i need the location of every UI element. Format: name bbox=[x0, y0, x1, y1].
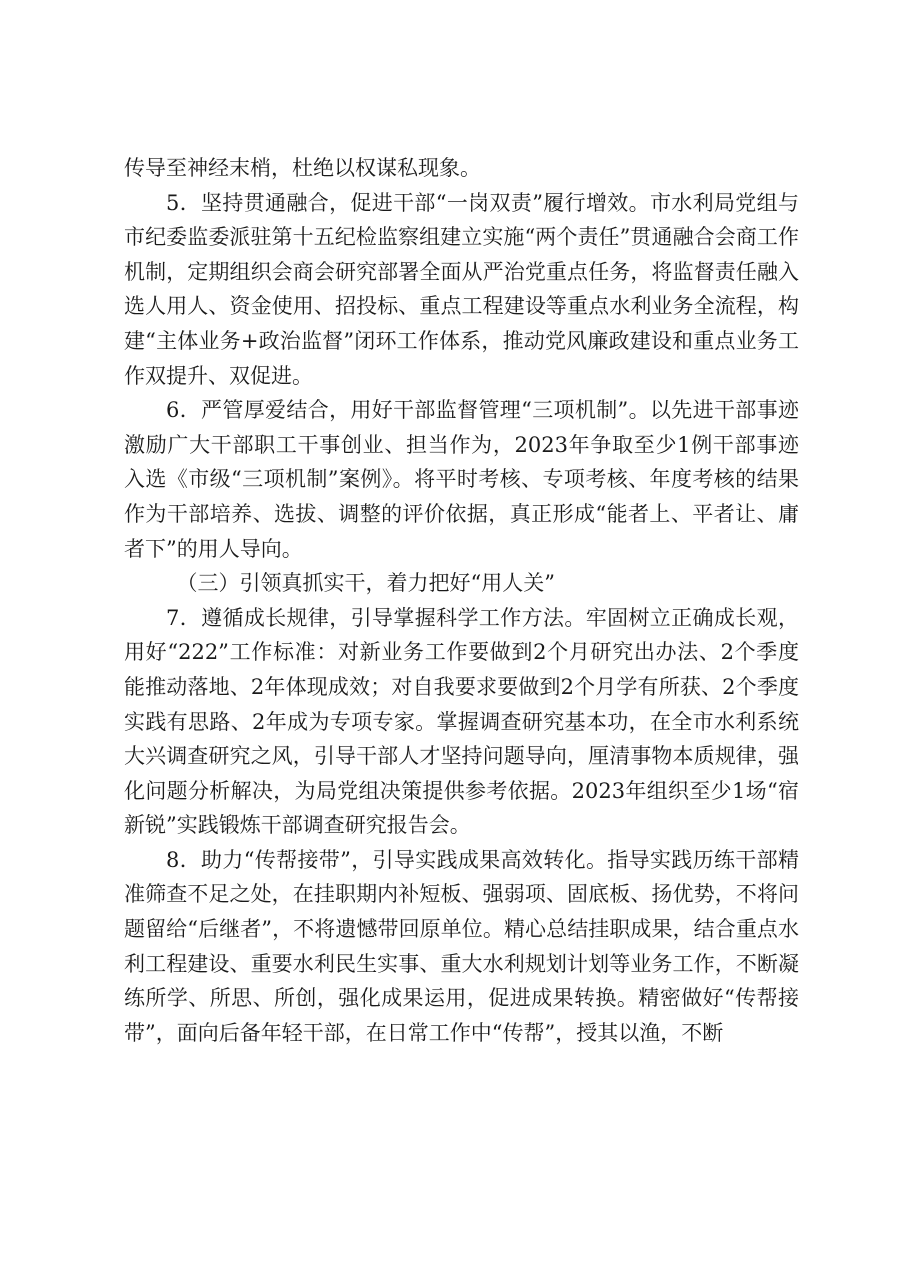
paragraph-continuation: 传导至神经末梢，杜绝以权谋私现象。 bbox=[124, 156, 481, 180]
paragraph-item-5: 5．坚持贯通融合，促进干部“一岗双责”履行增效。市水利局党组与市纪委监委派驻第十五纪检监察组建立实施“两个责任”贯通融合会商工作机制，定期组织会商会研究部署全面从严治党重点任务，将监督责任融入选人用人、资金使用、招投标、重点工程建设等重点水利业务全流程，构建“主体业务+政治监督”闭环工作体系，推动党风廉政建设和重点业务工作双提升、双促进。 bbox=[124, 190, 799, 388]
document-body bbox=[124, 151, 799, 1050]
paragraph-item-8: 8．助力“传帮接带”，引导实践成果高效转化。指导实践历练干部精准筛查不足之处，在挂职期内补短板、强弱项、固底板、扬优势，不将问题留给“后继者”，不将遗憾带回原单位。精心总结挂职成果，结合重点水利工程建设、重要水利民生实事、重大水利规划计划等业务工作，不断凝练所学、所思、所创，强化成果运用，促进成果转换。精密做好“传帮接带”，面向后备年轻干部，在日常工作中“传帮”，授其以渔，不断 bbox=[124, 847, 799, 1045]
paragraph-item-7: 7．遵循成长规律，引导掌握科学工作方法。牢固树立正确成长观，用好“222”工作标准：对新业务工作要做到2个月研究出办法、2个季度能推动落地、2年体现成效；对自我要求要做到2个月学有所获、2个季度实践有思路、2年成为专项专家。掌握调查研究基本功，在全市水利系统大兴调查研究之风，引导干部人才坚持问题导向，厘清事物本质规律，强化问题分析解决，为局党组决策提供参考依据。2023年组织至少1场“宿新锐”实践锻炼干部调查研究报告会。 bbox=[124, 605, 799, 838]
section-heading-3: （三）引领真抓实干，着力把好“用人关” bbox=[176, 571, 555, 596]
paragraph-item-6: 6．严管厚爱结合，用好干部监督管理“三项机制”。以先进干部事迹激励广大干部职工干事创业、担当作为，2023年争取至少1例干部事迹入选《市级“三项机制”案例》。将平时考核、专项考核、年度考核的结果作为干部培养、选拔、调整的评价依据，真正形成“能者上、平者让、庸者下”的用人导向。 bbox=[124, 398, 799, 561]
